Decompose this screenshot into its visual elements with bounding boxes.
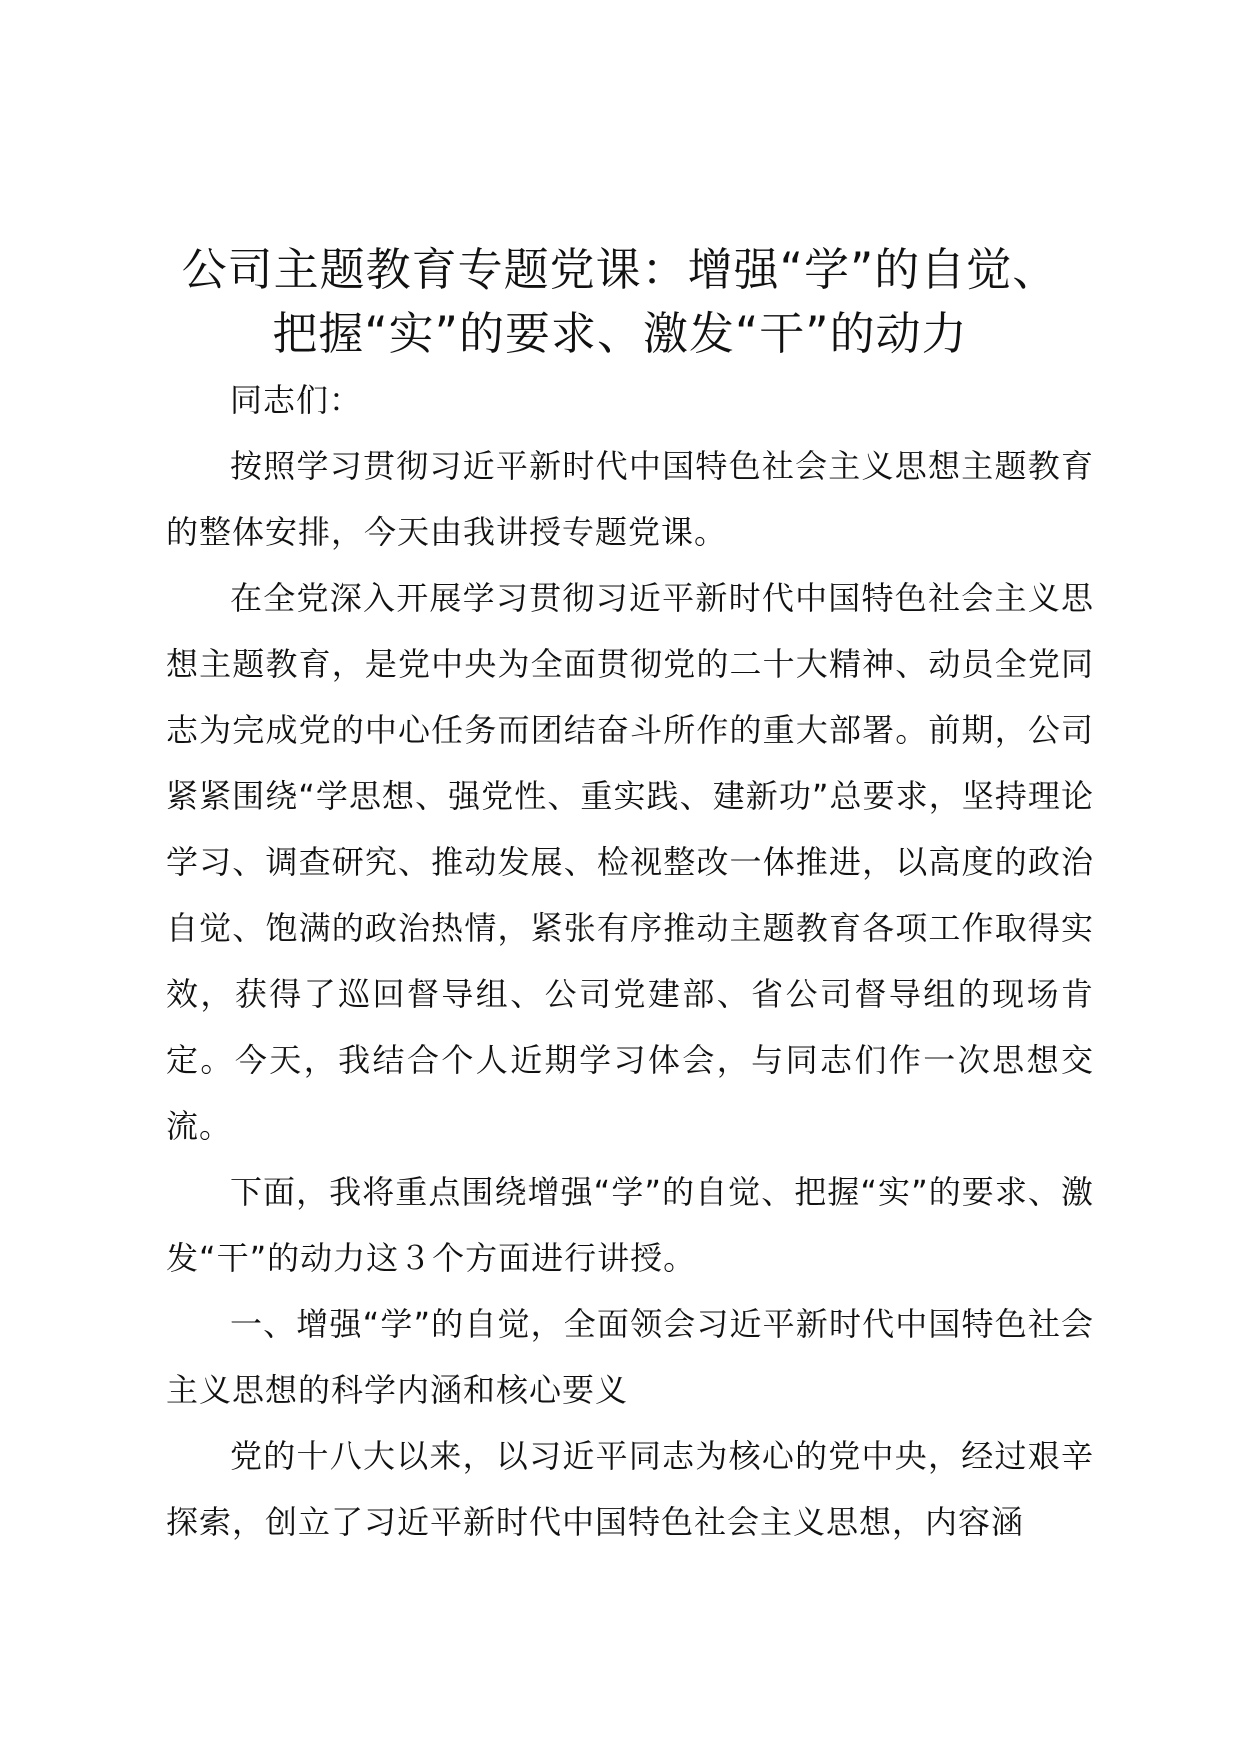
paragraph-intro: 按照学习贯彻习近平新时代中国特色社会主义思想主题教育的整体安排，今天由我讲授专题党课。 bbox=[166, 447, 1094, 551]
paragraph-background: 在全党深入开展学习贯彻习近平新时代中国特色社会主义思想主题教育，是党中央为全面贯彻党的二十大精神、动员全党同志为完成党的中心任务而团结奋斗所作的重大部署。前期，公司紧紧围绕“学思想、强党性、重实践、建新功”总要求，坚持理论学习、调查研究、推动发展、检视整改一体推进，以高度的政治自觉、饱满的政治热情，紧张有序推动主题教育各项工作取得实效，获得了巡回督导组、公司党建部、省公司督导组的现场肯定。今天，我结合个人近期学习体会，与同志们作一次思想交流。 bbox=[166, 579, 1094, 1145]
paragraph-outline: 下面，我将重点围绕增强“学”的自觉、把握“实”的要求、激发“干”的动力这３个方面进行讲授。 bbox=[166, 1173, 1094, 1277]
section-heading-1: 一、增强“学”的自觉，全面领会习近平新时代中国特色社会主义思想的科学内涵和核心要义 bbox=[166, 1305, 1094, 1409]
salutation: 同志们： bbox=[230, 381, 363, 419]
paragraph-section-1: 党的十八大以来，以习近平同志为核心的党中央，经过艰辛探索，创立了习近平新时代中国特色社会主义思想，内容涵 bbox=[166, 1437, 1094, 1541]
document-body bbox=[166, 367, 1094, 1555]
title-line-2: 把握“实”的要求、激发“干”的动力 bbox=[272, 307, 968, 360]
title-line-1: 公司主题教育专题党课：增强“学”的自觉、 bbox=[181, 243, 1059, 296]
document-title bbox=[160, 238, 1080, 366]
